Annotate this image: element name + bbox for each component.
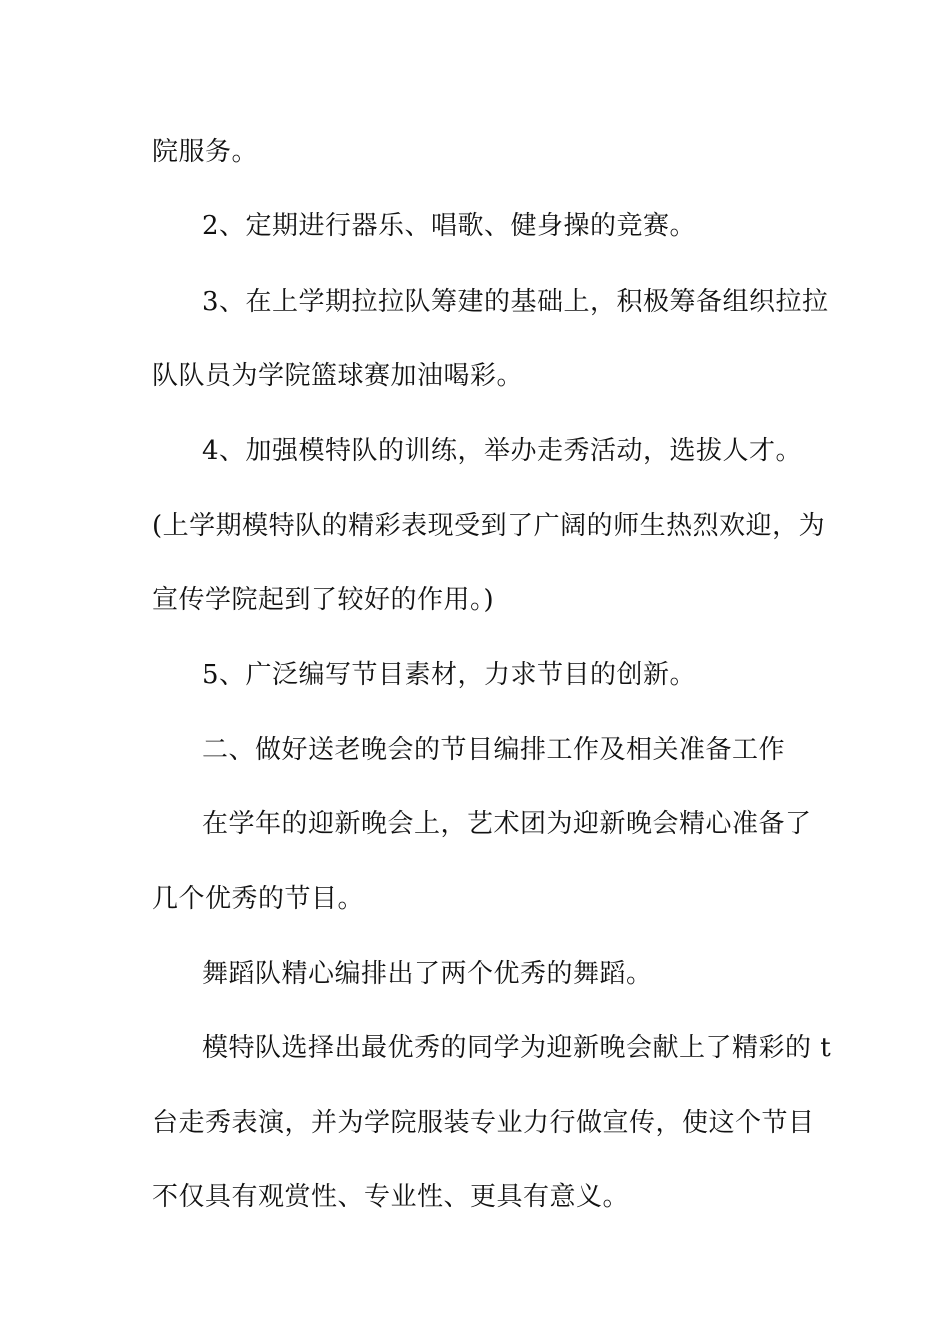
text-line: 模特队选择出最优秀的同学为迎新晚会献上了精彩的 t xyxy=(202,1033,832,1063)
text-line: 二、做好送老晚会的节目编排工作及相关准备工作 xyxy=(202,735,786,765)
text-line: 舞蹈队精心编排出了两个优秀的舞蹈。 xyxy=(202,959,653,989)
text-line: 几个优秀的节目。 xyxy=(152,884,365,914)
text-line: (上学期模特队的精彩表现受到了广阔的师生热烈欢迎，为 xyxy=(152,511,826,541)
text-line: 5、广泛编写节目素材，力求节目的创新。 xyxy=(202,660,697,690)
text-line: 2、定期进行器乐、唱歌、健身操的竞赛。 xyxy=(202,211,697,241)
text-line: 宣传学院起到了较好的作用。) xyxy=(152,585,495,615)
text-line: 院服务。 xyxy=(152,137,259,167)
text-line: 队队员为学院篮球赛加油喝彩。 xyxy=(152,361,524,391)
text-line: 台走秀表演，并为学院服装专业力行做宣传，使这个节目 xyxy=(152,1108,815,1138)
text-line: 4、加强模特队的训练，举办走秀活动，选拔人才。 xyxy=(202,436,803,466)
text-line: 在学年的迎新晚会上，艺术团为迎新晚会精心准备了 xyxy=(202,809,812,839)
text-line: 不仅具有观赏性、专业性、更具有意义。 xyxy=(152,1182,630,1212)
text-line: 3、在上学期拉拉队筹建的基础上，积极筹备组织拉拉 xyxy=(202,287,829,317)
